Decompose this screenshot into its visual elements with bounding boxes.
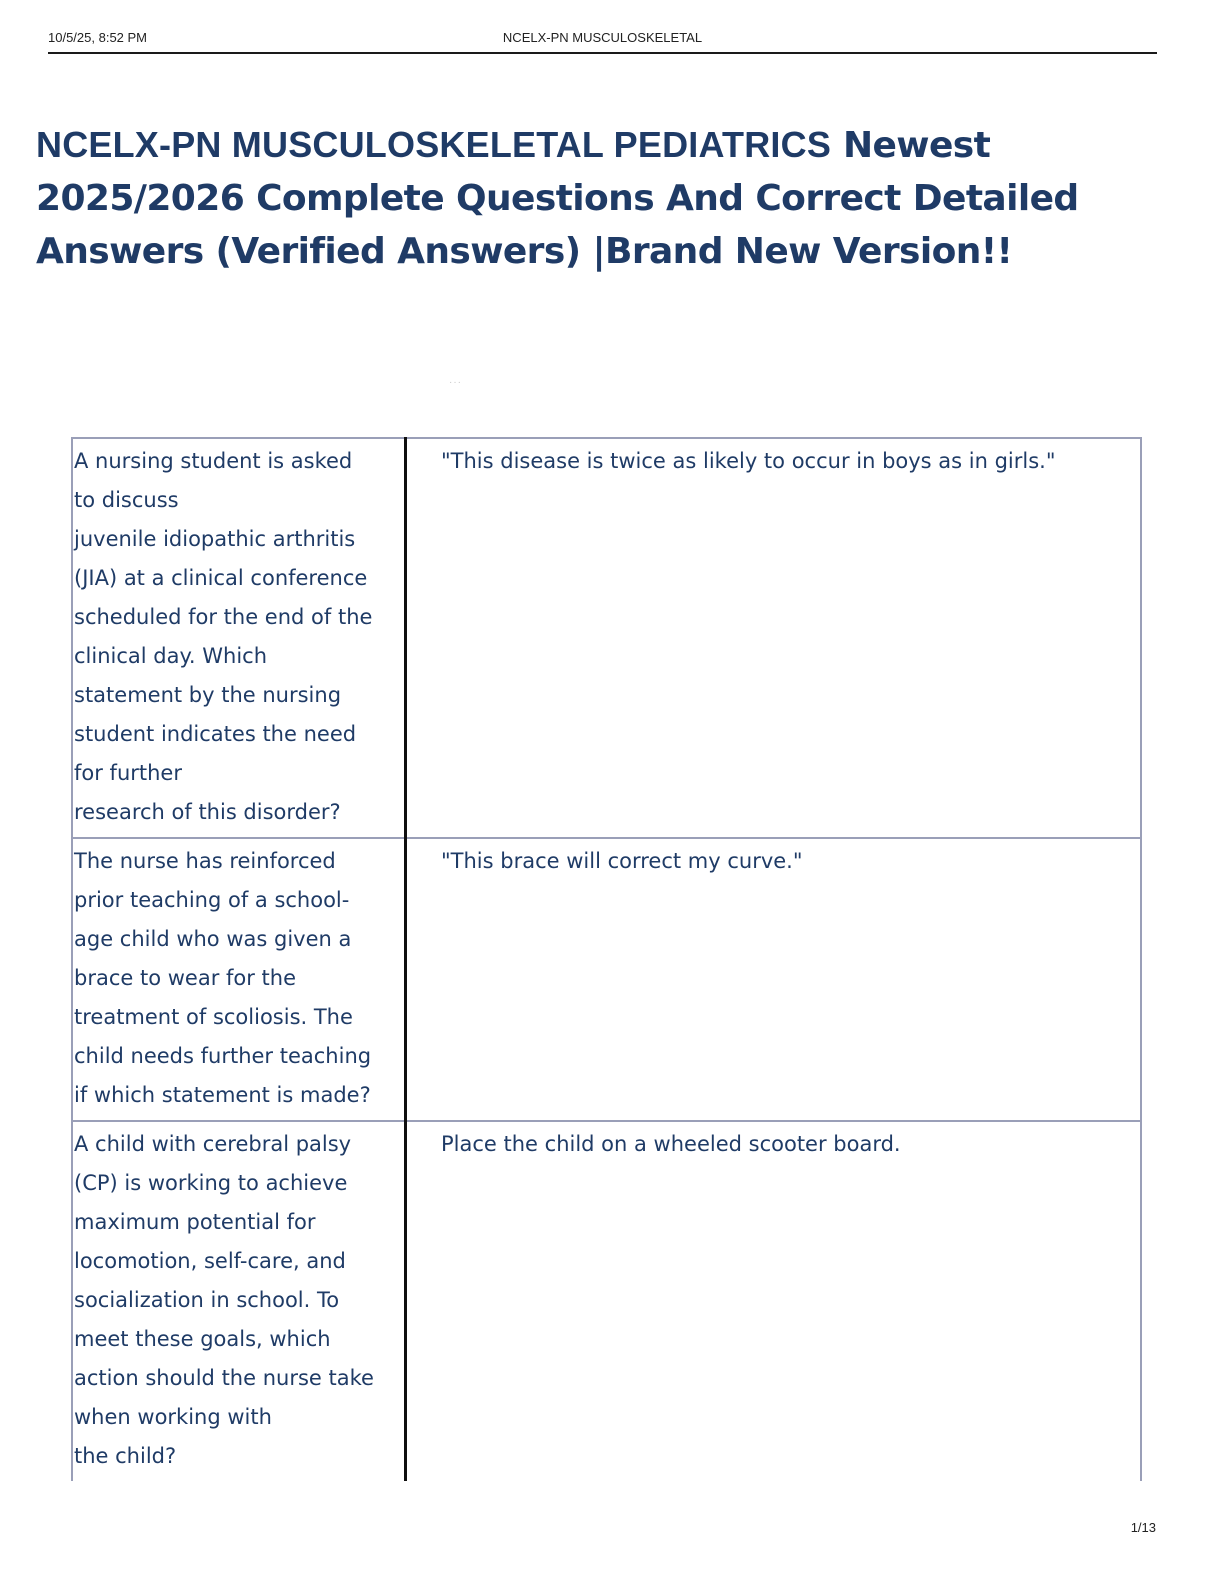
question-line: maximum potential for [74, 1210, 316, 1234]
question-line: locomotion, self-care, and [74, 1249, 346, 1273]
question-line: meet these goals, which [74, 1327, 331, 1351]
question-line: for further [74, 761, 182, 785]
document-title-rest: Newest 2025/2026 Complete Questions And Correct Detailed Answers (Verified Answers) |Brand New Version!! [36, 125, 1079, 272]
table-row [72, 838, 1141, 1121]
document-title-lead: NCELX-PN MUSCULOSKELETAL PEDIATRICS [36, 124, 832, 165]
question-line: action should the nurse take [74, 1366, 374, 1390]
answer-cell: "This disease is twice as likely to occur in boys as in girls." [406, 438, 1142, 838]
print-title: NCELX-PN MUSCULOSKELETAL [502, 30, 703, 45]
question-line: research of this disorder? [74, 800, 341, 824]
question-line: brace to wear for the [74, 966, 297, 990]
question-line: juvenile idiopathic arthritis [74, 527, 356, 551]
question-line: student indicates the need [74, 722, 357, 746]
separator-dots: ··· [449, 377, 462, 388]
question-line: (CP) is working to achieve [74, 1171, 348, 1195]
question-line: child needs further teaching [74, 1044, 372, 1068]
answer-cell: "This brace will correct my curve." [406, 838, 1142, 1121]
question-line: prior teaching of a school- [74, 888, 350, 912]
question-line: when working with [74, 1405, 272, 1429]
question-line: (JIA) at a clinical conference [74, 566, 368, 590]
question-line: age child who was given a [74, 927, 352, 951]
question-line: statement by the nursing [74, 683, 342, 707]
question-cell [72, 438, 406, 838]
table-row [72, 438, 1141, 838]
question-cell [72, 1121, 406, 1481]
answer-cell: Place the child on a wheeled scooter board. [406, 1121, 1142, 1481]
question-cell [72, 838, 406, 1121]
question-line: to discuss [74, 488, 179, 512]
question-line: if which statement is made? [74, 1083, 371, 1107]
question-line: clinical day. Which [74, 644, 268, 668]
page-number: 1/13 [1130, 1520, 1156, 1535]
table-row [72, 1121, 1141, 1481]
question-line: A child with cerebral palsy [74, 1132, 352, 1156]
question-line: the child? [74, 1444, 177, 1468]
document-title [36, 118, 1176, 278]
question-line: The nurse has reinforced [74, 849, 336, 873]
question-line: socialization in school. To [74, 1288, 340, 1312]
question-line: treatment of scoliosis. The [74, 1005, 353, 1029]
question-line: scheduled for the end of the [74, 605, 373, 629]
question-line: A nursing student is asked [74, 449, 353, 473]
print-header [48, 30, 1157, 54]
qa-table [71, 437, 1142, 1481]
print-date: 10/5/25, 8:52 PM [48, 30, 148, 45]
